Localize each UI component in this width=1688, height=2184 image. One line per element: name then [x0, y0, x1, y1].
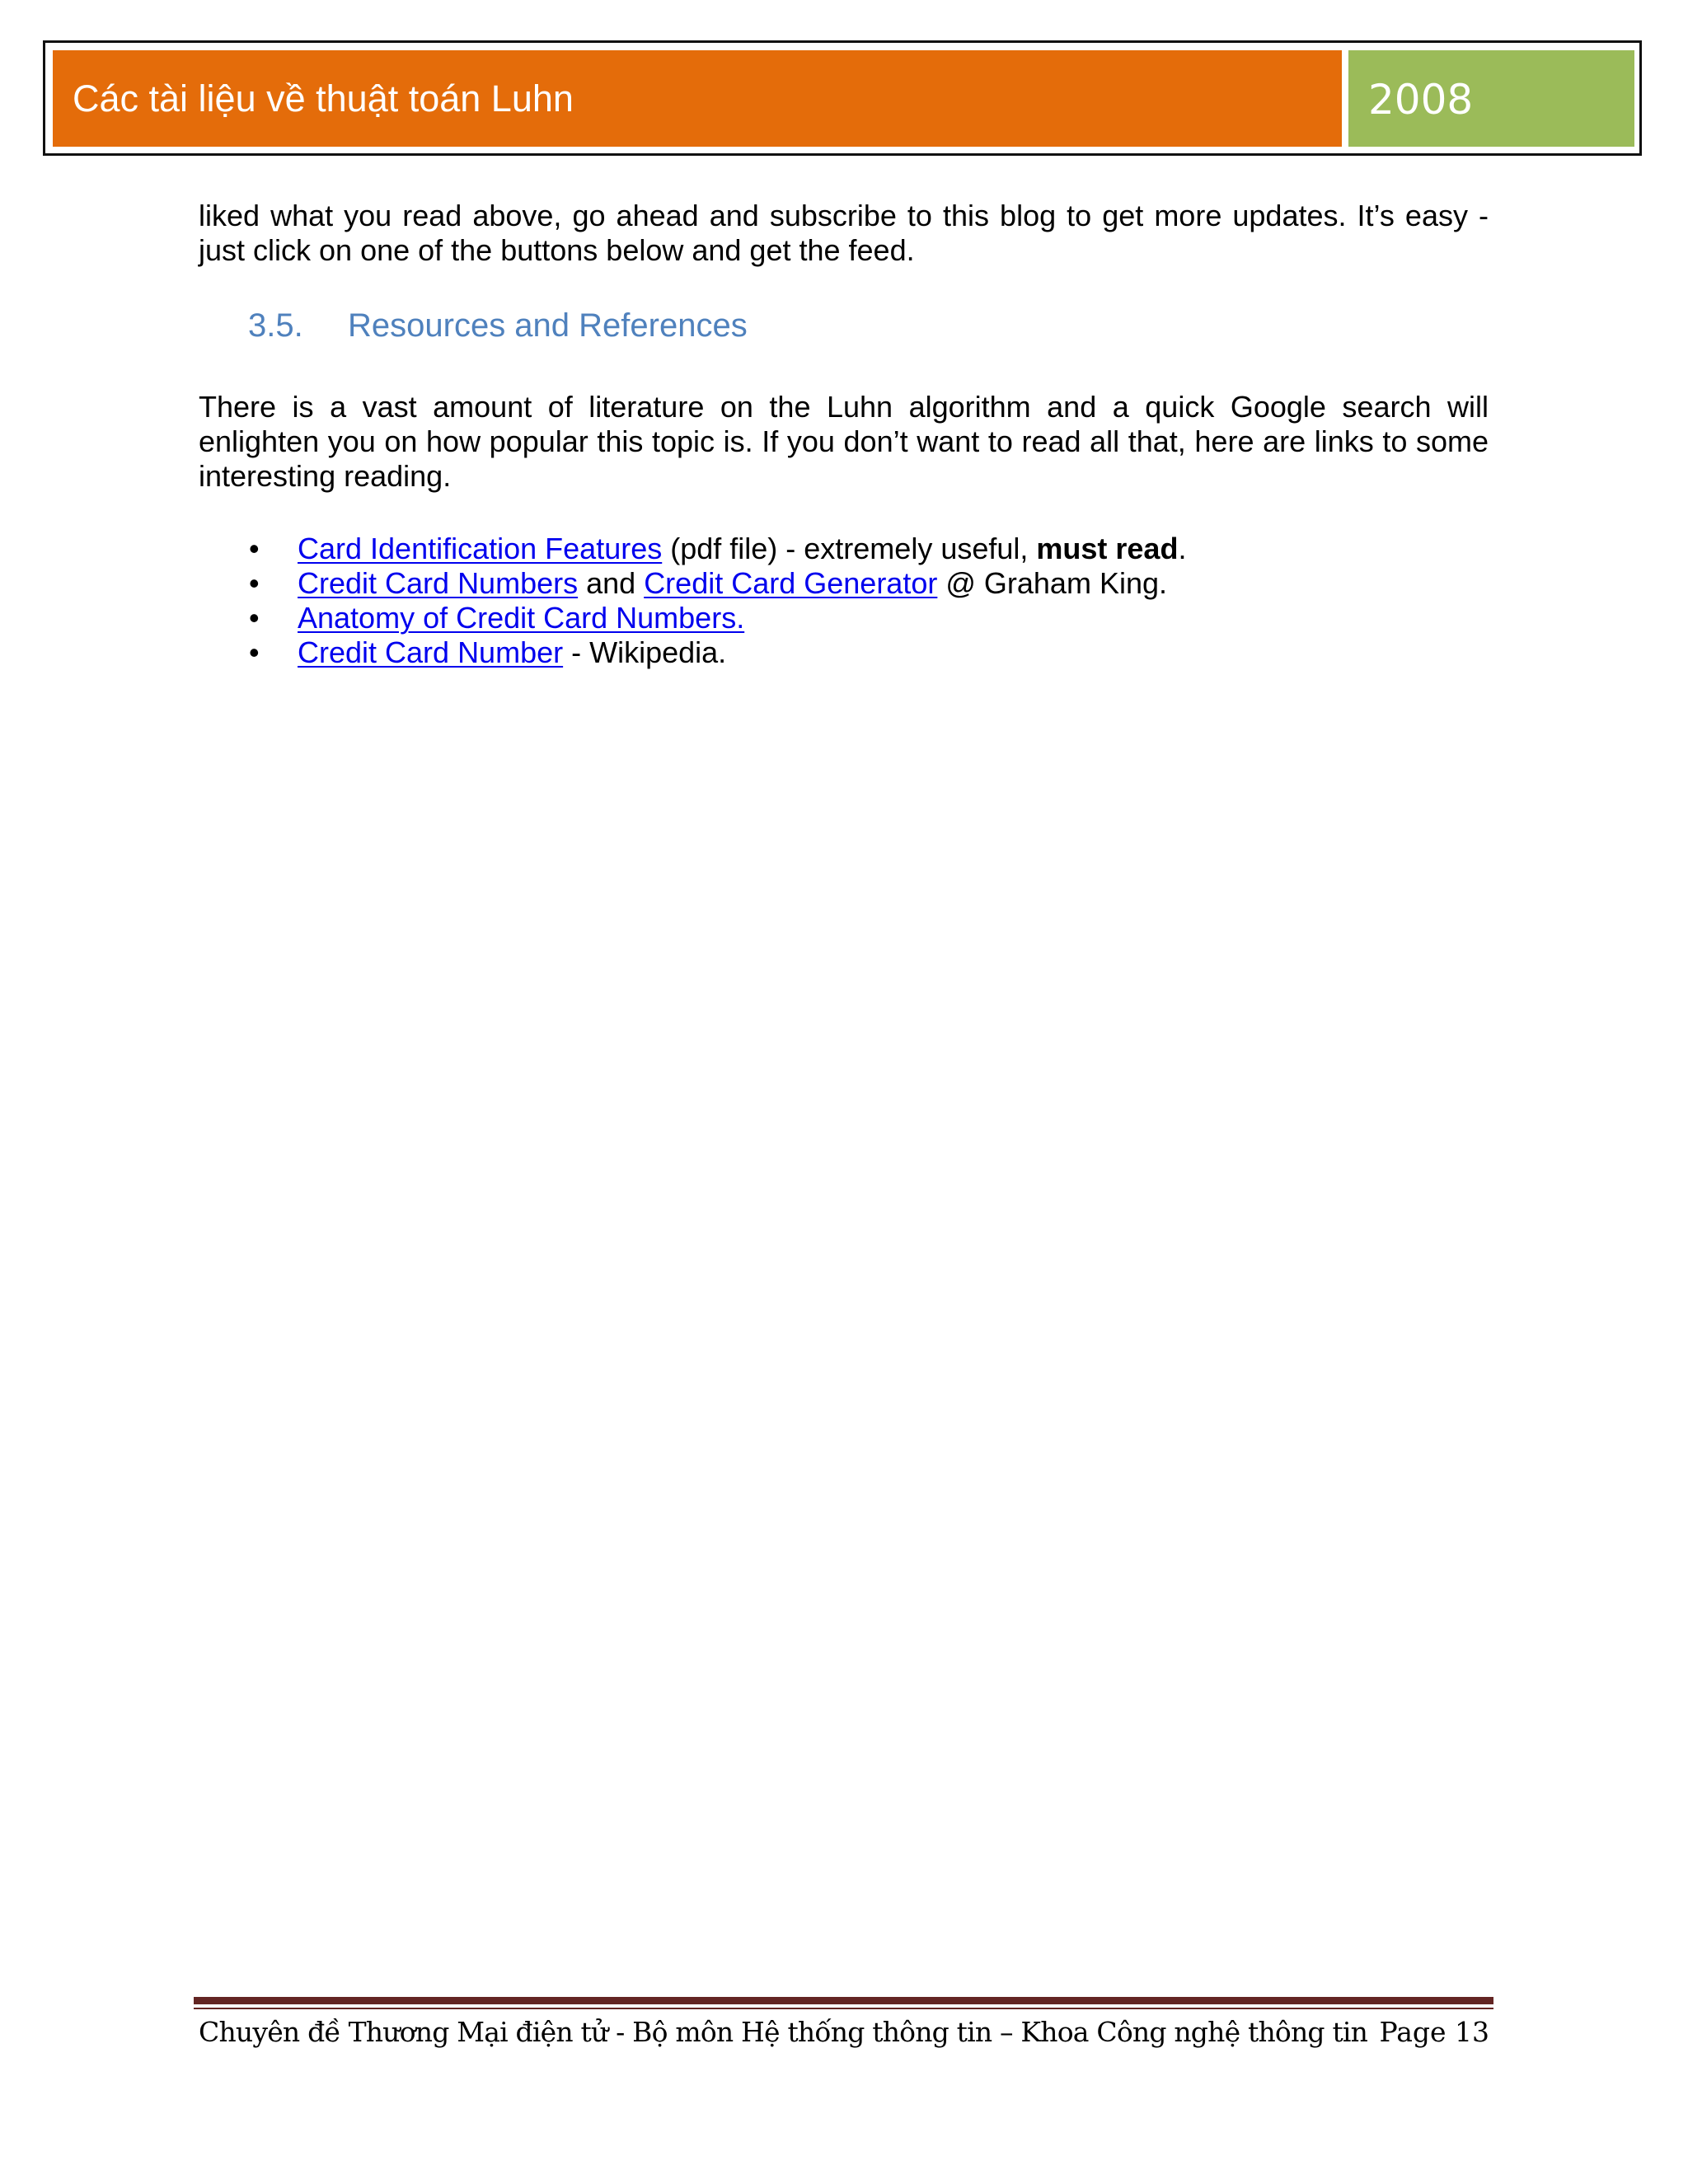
- list-item: [246, 601, 1186, 635]
- paragraph-subscribe: liked what you read above, go ahead and subscribe to this blog to get more updates. It’s easy - just click on one of the buttons below and get the feed.: [199, 199, 1489, 267]
- bullet: •: [249, 635, 260, 669]
- bullet: •: [249, 601, 260, 635]
- link-credit-card-number[interactable]: Credit Card Number: [298, 635, 564, 669]
- list-item: [246, 532, 1186, 566]
- header-title: Các tài liệu về thuật toán Luhn: [53, 50, 1342, 147]
- footer-rule-thin: [194, 2008, 1493, 2009]
- paragraph-intro: There is a vast amount of literature on the Luhn algorithm and a quick Google search will enlighten you on how popular this topic is. If you don’t want to read all that, here are links to some interesting reading.: [199, 390, 1489, 493]
- list-item-end: .: [1178, 532, 1187, 565]
- footer-text: Chuyên đề Thương Mại điện tử - Bộ môn Hệ thống thông tin – Khoa Công nghệ thông tin: [199, 2016, 1368, 2048]
- list-item-text: and: [578, 566, 645, 600]
- footer-rule: [194, 1997, 1493, 2004]
- page-header: [43, 40, 1642, 156]
- section-title: Resources and References: [348, 307, 748, 344]
- header-year: 2008: [1348, 50, 1634, 147]
- page-number: Page 13: [1379, 2016, 1489, 2048]
- list-item-text: (pdf file) - extremely useful,: [662, 532, 1037, 565]
- list-item: [246, 566, 1186, 601]
- bullet: •: [249, 532, 260, 565]
- link-card-identification-features[interactable]: Card Identification Features: [298, 532, 663, 565]
- link-credit-card-generator[interactable]: Credit Card Generator: [644, 566, 938, 600]
- reference-list: [246, 532, 1186, 670]
- section-heading: [248, 306, 748, 345]
- bullet: •: [249, 566, 260, 600]
- list-item-end: - Wikipedia.: [563, 635, 727, 669]
- list-item: [246, 635, 1186, 670]
- link-anatomy-of-credit-card-numbers[interactable]: Anatomy of Credit Card Numbers.: [298, 601, 745, 635]
- link-credit-card-numbers[interactable]: Credit Card Numbers: [298, 566, 579, 600]
- section-number: 3.5.: [248, 307, 303, 344]
- list-item-emphasis: must read: [1036, 532, 1179, 565]
- list-item-end: @ Graham King.: [937, 566, 1167, 600]
